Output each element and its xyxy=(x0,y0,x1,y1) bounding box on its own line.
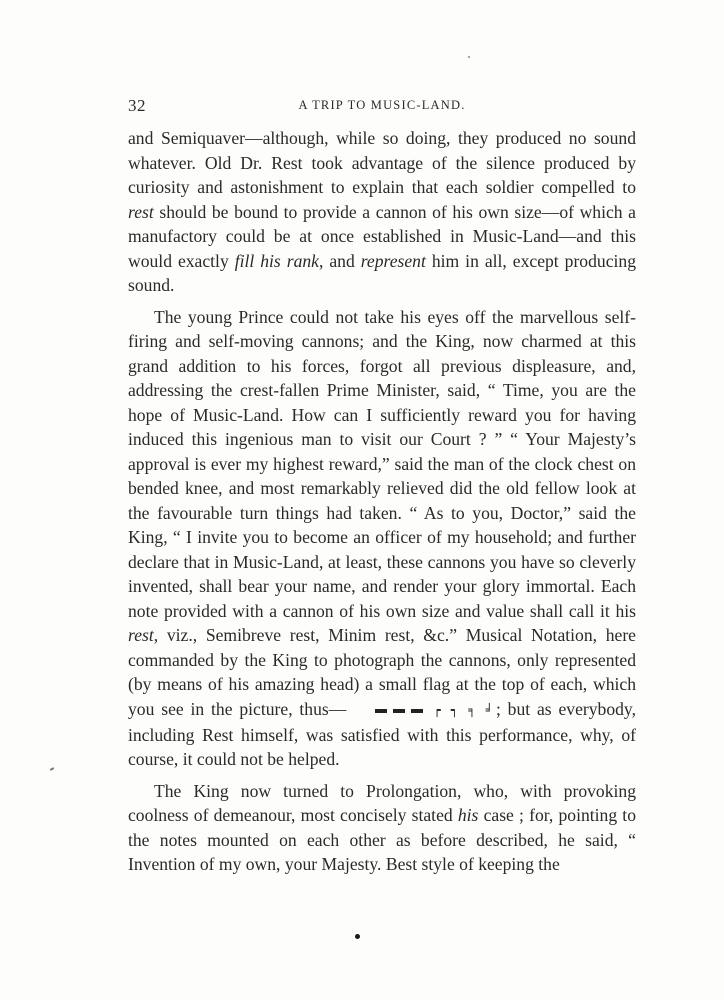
page-number: 32 xyxy=(128,96,146,115)
paragraph-1 xyxy=(128,126,636,298)
text-span: , and xyxy=(318,250,361,271)
text-span: ; but as everybody, including Rest himself, was satisfied with this performance, why, of course, it could not be helped. xyxy=(128,698,636,770)
text-span: and Semiquaver—although, while so doing, they produced no sound whatever. Old Dr. Rest took advantage of the silence produced by curiosity and astonishment to explain that each soldier compelled to xyxy=(128,128,636,197)
print-speck xyxy=(468,56,470,58)
paragraph-3 xyxy=(128,779,636,877)
rest-symbols-icon: ┍ ┑ ╕ ╛ xyxy=(346,698,496,723)
italic-text: represent xyxy=(360,250,426,271)
italic-text: rest xyxy=(128,625,154,645)
italic-text: rest xyxy=(128,201,154,222)
footer-ornament xyxy=(355,934,360,939)
margin-mark xyxy=(50,767,54,771)
text-span: should be bound to provide a cannon of his own size—of which a manufactory could be at once established in Music-Land—and this would exactly xyxy=(128,201,636,271)
running-head: A TRIP TO MUSIC-LAND. xyxy=(298,98,466,112)
paragraph-2 xyxy=(128,305,636,772)
text-span: The King now turned to Prolongation, who, with provoking coolness of demeanour, most concisely stated xyxy=(128,780,636,826)
text-span: The young Prince could not take his eyes off the marvellous self-firing and self-moving cannons; and the King, now charmed at this grand addition to his forces, forgot all previous displeasure, and, addressing the crest-fallen Prime Minister, said, “ Time, you are the hope of Music-Land. How can I sufficiently reward you for having induced this ingenious man to visit our Court ? ” “ Your Majesty’s approval is ever my highest reward,” said the man of the clock chest on bended knee, and most remarkably relieved did the old fellow look at the favourable turn things had taken. “ As to you, Doctor,” said the King, “ I invite you to become an officer of my household; and further declare that in Music-Land, at least, these cannons you have so cleverly invented, shall bear your name, and render your glory immortal. Each note provided with a cannon of his own size and value shall call it his xyxy=(128,306,636,621)
italic-text: fill his rank xyxy=(234,250,319,271)
body-text xyxy=(128,126,636,877)
page-header xyxy=(128,96,636,116)
italic-text: his xyxy=(457,805,479,826)
text-span: case ; for, pointing to the notes mounted on each other as before described, he said, “ Invention of my own, your Majesty. Best style of keeping the xyxy=(128,805,636,875)
text-span: , viz., Semibreve rest, Minim rest, &c.” Musical Notation, here commanded by the King to photograph the cannons, only represented (by means of his amazing head) a small flag at the top of each, which you see in the picture, thus— xyxy=(128,625,636,719)
text-span: him in all, except producing sound. xyxy=(128,250,636,295)
